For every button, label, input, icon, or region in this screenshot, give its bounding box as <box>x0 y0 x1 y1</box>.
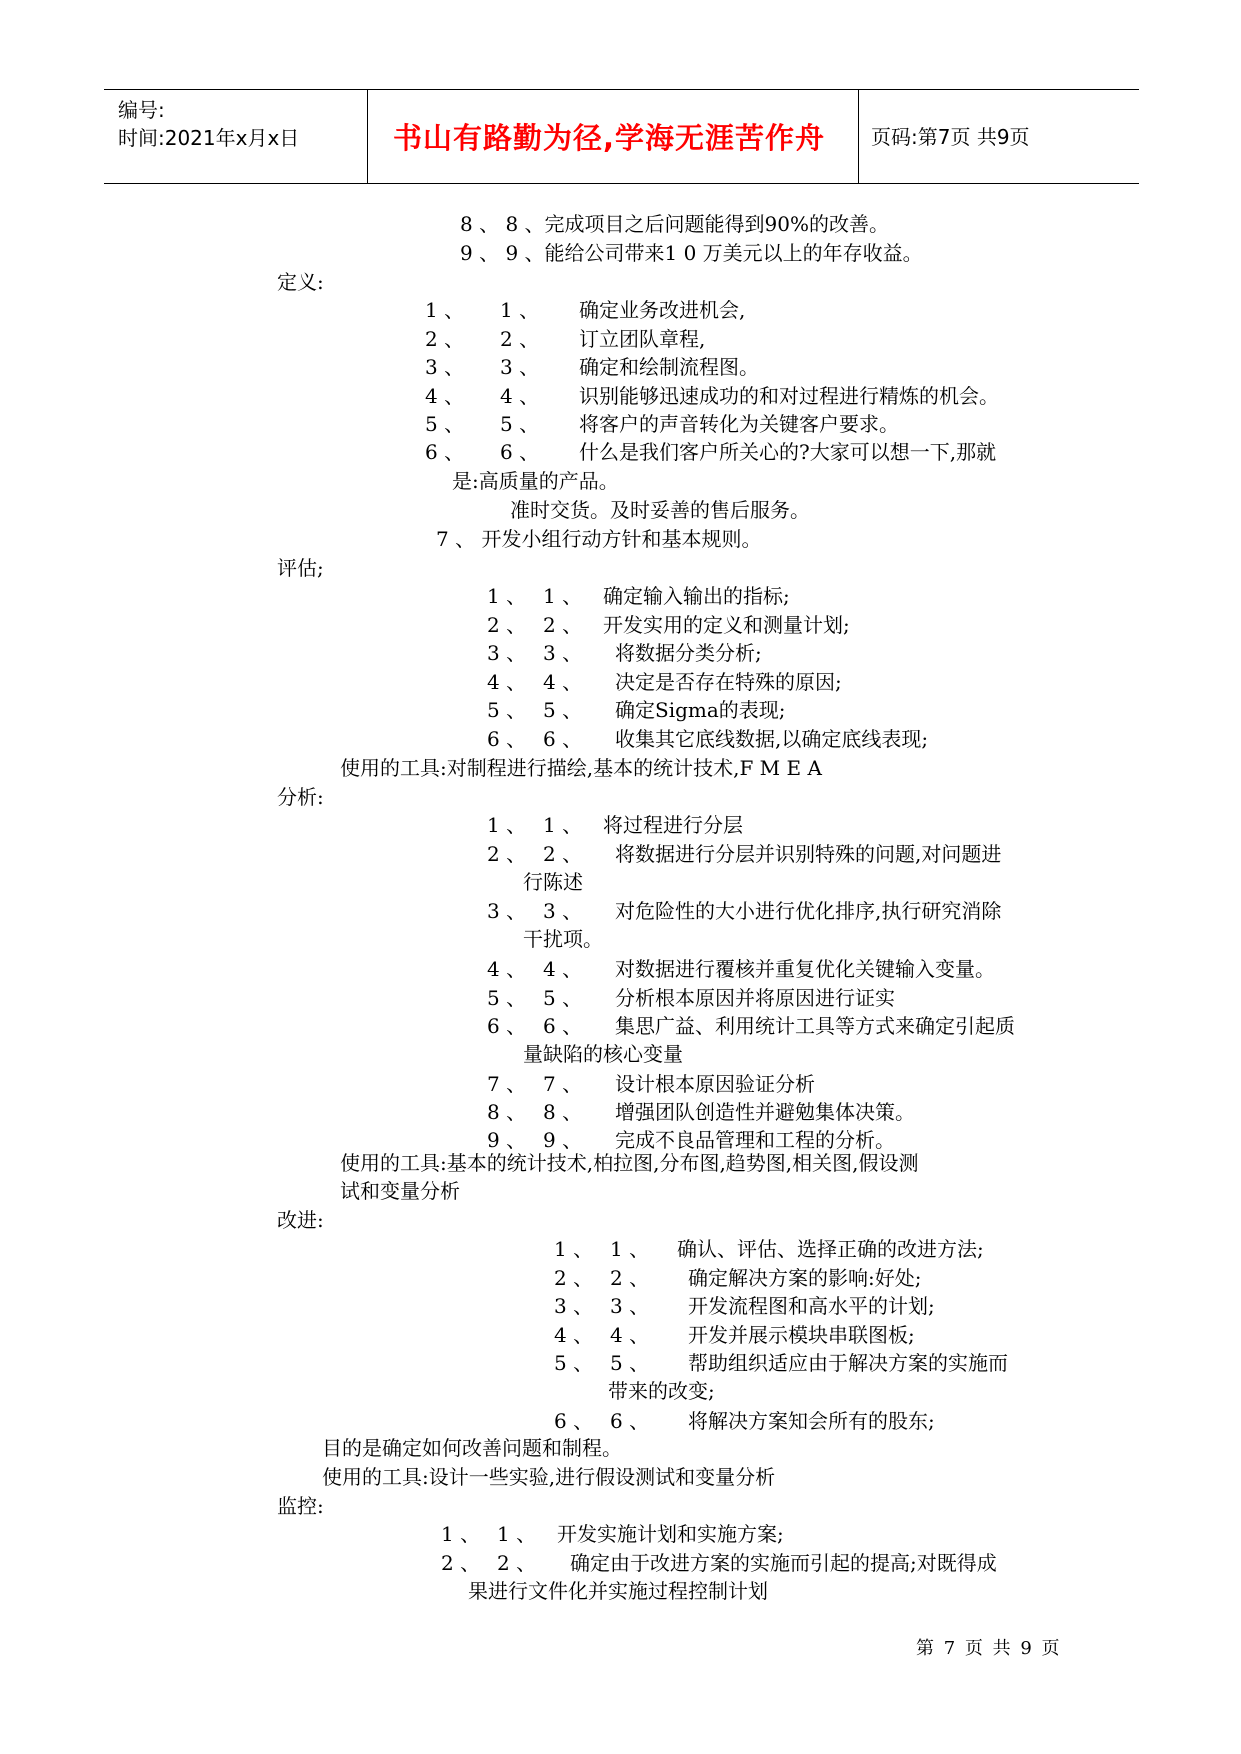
analyze-tools-continuation: 试和变量分析 <box>340 1179 460 1203</box>
item-text: 确认、评估、选择正确的改进方法; <box>677 1237 984 1261</box>
item-number: 2 、 <box>425 327 465 351</box>
item-text: 确定和绘制流程图。 <box>579 355 759 379</box>
list-item <box>0 583 1241 611</box>
item-number: 1 、 <box>441 1522 481 1546</box>
item-number-repeat: 1 、 <box>500 298 540 322</box>
item-number-repeat: 3 、 <box>543 899 583 923</box>
list-item <box>0 411 1241 439</box>
item-number: 6 、 <box>487 727 527 751</box>
item-number: 3 、 <box>425 355 465 379</box>
section-heading-define: 定义: <box>277 270 324 294</box>
list-item <box>0 354 1241 382</box>
item-number: 9 、 <box>487 1128 527 1152</box>
item-text: 集思广益、利用统计工具等方式来确定引起质 <box>615 1014 1015 1038</box>
list-item <box>0 669 1241 697</box>
item-text: 增强团队创造性并避勉集体决策。 <box>615 1100 915 1124</box>
list-item <box>0 1099 1241 1127</box>
item-number-repeat: 2 、 <box>543 613 583 637</box>
list-item <box>0 297 1241 325</box>
item-text: 开发实施计划和实施方案; <box>557 1522 784 1546</box>
section-heading-measure: 评估; <box>277 556 324 580</box>
header-left-cell <box>118 96 299 152</box>
header-divider <box>858 90 859 183</box>
item-number: 2 、 <box>554 1266 594 1290</box>
item-number-repeat: 1 、 <box>497 1522 537 1546</box>
item-number: 3 、 <box>487 899 527 923</box>
section-heading-analyze: 分析: <box>277 785 324 809</box>
item-text: 将过程进行分层 <box>603 813 743 837</box>
item-number: 5 、 <box>425 412 465 436</box>
item-text: 决定是否存在特殊的原因; <box>615 670 842 694</box>
item-number-repeat: 9 、 <box>543 1128 583 1152</box>
item-number: 7 、 <box>487 1072 527 1096</box>
list-item <box>0 898 1241 926</box>
intro-item-8: 8 、 8 、完成项目之后问题能得到90%的改善。 <box>460 212 889 236</box>
item-text: 对危险性的大小进行优化排序,执行研究消除 <box>615 899 1002 923</box>
list-item <box>0 612 1241 640</box>
list-item <box>0 985 1241 1013</box>
page-footer: 第 7 页 共 9 页 <box>916 1638 1062 1659</box>
item-number-repeat: 6 、 <box>543 1014 583 1038</box>
item-text-continuation: 干扰项。 <box>523 927 603 951</box>
item-text-continuation: 果进行文件化并实施过程控制计划 <box>468 1579 768 1603</box>
item-text: 确定输入输出的指标; <box>603 584 790 608</box>
section-heading-control: 监控: <box>277 1494 324 1518</box>
item-number: 4 、 <box>425 384 465 408</box>
list-item <box>0 697 1241 725</box>
list-item <box>0 383 1241 411</box>
item-text-continuation: 行陈述 <box>523 870 583 894</box>
item-text-continuation: 量缺陷的核心变量 <box>523 1042 683 1066</box>
item-number-repeat: 7 、 <box>543 1072 583 1096</box>
item-number: 4 、 <box>487 670 527 694</box>
item-number: 6 、 <box>425 440 465 464</box>
list-item <box>0 726 1241 754</box>
item-number: 1 、 <box>554 1237 594 1261</box>
list-item <box>0 1408 1241 1436</box>
item-text: 订立团队章程, <box>579 327 706 351</box>
item-text: 设计根本原因验证分析 <box>615 1072 815 1096</box>
number-label: 编号: <box>118 98 165 122</box>
list-item <box>0 439 1241 467</box>
section-heading-improve: 改进: <box>277 1208 324 1232</box>
item-text: 对数据进行覆核并重复优化关键输入变量。 <box>615 957 995 981</box>
item-number: 1 、 <box>487 813 527 837</box>
item-number: 8 、 <box>487 1100 527 1124</box>
analyze-tools: 使用的工具:基本的统计技术,柏拉图,分布图,趋势图,相关图,假设测 <box>340 1151 919 1175</box>
item-text: 完成不良品管理和工程的分析。 <box>615 1128 895 1152</box>
item-text-continuation: 带来的改变; <box>608 1379 715 1403</box>
item-number-repeat: 3 、 <box>610 1294 650 1318</box>
item-text: 什么是我们客户所关心的?大家可以想一下,那就 <box>579 440 997 464</box>
item-number-repeat: 5 、 <box>610 1351 650 1375</box>
item-number: 3 、 <box>554 1294 594 1318</box>
item-text: 收集其它底线数据,以确定底线表现; <box>615 727 929 751</box>
item-text: 帮助组织适应由于解决方案的实施而 <box>688 1351 1008 1375</box>
item-text: 开发实用的定义和测量计划; <box>603 613 850 637</box>
item-number-repeat: 4 、 <box>500 384 540 408</box>
item-number-repeat: 6 、 <box>500 440 540 464</box>
page-label: 页码:第7页 共9页 <box>871 125 1030 149</box>
list-item <box>0 640 1241 668</box>
item-number-repeat: 2 、 <box>500 327 540 351</box>
item-number: 2 、 <box>487 842 527 866</box>
item-number: 4 、 <box>487 957 527 981</box>
define-item-6-continuation: 是:高质量的产品。 <box>452 469 619 493</box>
list-item <box>0 1521 1241 1549</box>
item-number: 1 、 <box>487 584 527 608</box>
item-number-repeat: 6 、 <box>610 1409 650 1433</box>
define-item-6-continuation-2: 准时交货。及时妥善的售后服务。 <box>510 498 810 522</box>
item-number-repeat: 2 、 <box>610 1266 650 1290</box>
item-text: 分析根本原因并将原因进行证实 <box>615 986 895 1010</box>
item-number-repeat: 3 、 <box>500 355 540 379</box>
item-number: 6 、 <box>554 1409 594 1433</box>
list-item <box>0 326 1241 354</box>
item-number-repeat: 2 、 <box>543 842 583 866</box>
measure-tools: 使用的工具:对制程进行描绘,基本的统计技术,F M E A <box>340 756 822 780</box>
item-number-repeat: 1 、 <box>543 813 583 837</box>
item-text: 确定由于改进方案的实施而引起的提高;对既得成 <box>570 1551 997 1575</box>
list-item <box>0 1322 1241 1350</box>
item-number-repeat: 3 、 <box>543 641 583 665</box>
item-text: 确定解决方案的影响:好处; <box>688 1266 922 1290</box>
item-number: 2 、 <box>487 613 527 637</box>
item-text: 将数据分类分析; <box>615 641 762 665</box>
item-text: 将数据进行分层并识别特殊的问题,对问题进 <box>615 842 1002 866</box>
item-number-repeat: 4 、 <box>543 957 583 981</box>
item-number: 5 、 <box>487 698 527 722</box>
item-number-repeat: 5 、 <box>500 412 540 436</box>
item-number-repeat: 2 、 <box>497 1551 537 1575</box>
list-item <box>0 1350 1241 1378</box>
list-item <box>0 1013 1241 1041</box>
item-number: 5 、 <box>487 986 527 1010</box>
improve-purpose: 目的是确定如何改善问题和制程。 <box>322 1436 622 1460</box>
item-number: 1 、 <box>425 298 465 322</box>
list-item <box>0 1293 1241 1321</box>
list-item <box>0 1071 1241 1099</box>
item-number-repeat: 4 、 <box>610 1323 650 1347</box>
item-number-repeat: 5 、 <box>543 986 583 1010</box>
item-number: 3 、 <box>487 641 527 665</box>
item-number: 4 、 <box>554 1323 594 1347</box>
item-number-repeat: 4 、 <box>543 670 583 694</box>
item-text: 确定业务改进机会, <box>579 298 746 322</box>
item-number-repeat: 5 、 <box>543 698 583 722</box>
list-item <box>0 1265 1241 1293</box>
item-text: 将解决方案知会所有的股东; <box>688 1409 935 1433</box>
item-number: 6 、 <box>487 1014 527 1038</box>
motto: 书山有路勤为径,学海无涯苦作舟 <box>392 121 826 155</box>
intro-item-9: 9 、 9 、能给公司带来1 0 万美元以上的年存收益。 <box>460 241 923 265</box>
item-number-repeat: 8 、 <box>543 1100 583 1124</box>
time-label: 时间:2021年x月x日 <box>118 126 300 150</box>
item-number-repeat: 6 、 <box>543 727 583 751</box>
list-item <box>0 956 1241 984</box>
list-item <box>0 1550 1241 1578</box>
item-text: 将客户的声音转化为关键客户要求。 <box>579 412 899 436</box>
item-number: 2 、 <box>441 1551 481 1575</box>
list-item <box>0 841 1241 869</box>
item-text: 确定Sigma的表现; <box>615 698 786 722</box>
document-header <box>104 89 1139 184</box>
item-text: 识别能够迅速成功的和对过程进行精炼的机会。 <box>579 384 999 408</box>
item-text: 开发流程图和高水平的计划; <box>688 1294 935 1318</box>
define-item-7: 7 、 开发小组行动方针和基本规则。 <box>436 527 762 551</box>
improve-tools: 使用的工具:设计一些实验,进行假设测试和变量分析 <box>322 1465 776 1489</box>
item-number-repeat: 1 、 <box>610 1237 650 1261</box>
item-number-repeat: 1 、 <box>543 584 583 608</box>
item-number: 5 、 <box>554 1351 594 1375</box>
item-text: 开发并展示模块串联图板; <box>688 1323 915 1347</box>
list-item <box>0 1236 1241 1264</box>
list-item <box>0 812 1241 840</box>
